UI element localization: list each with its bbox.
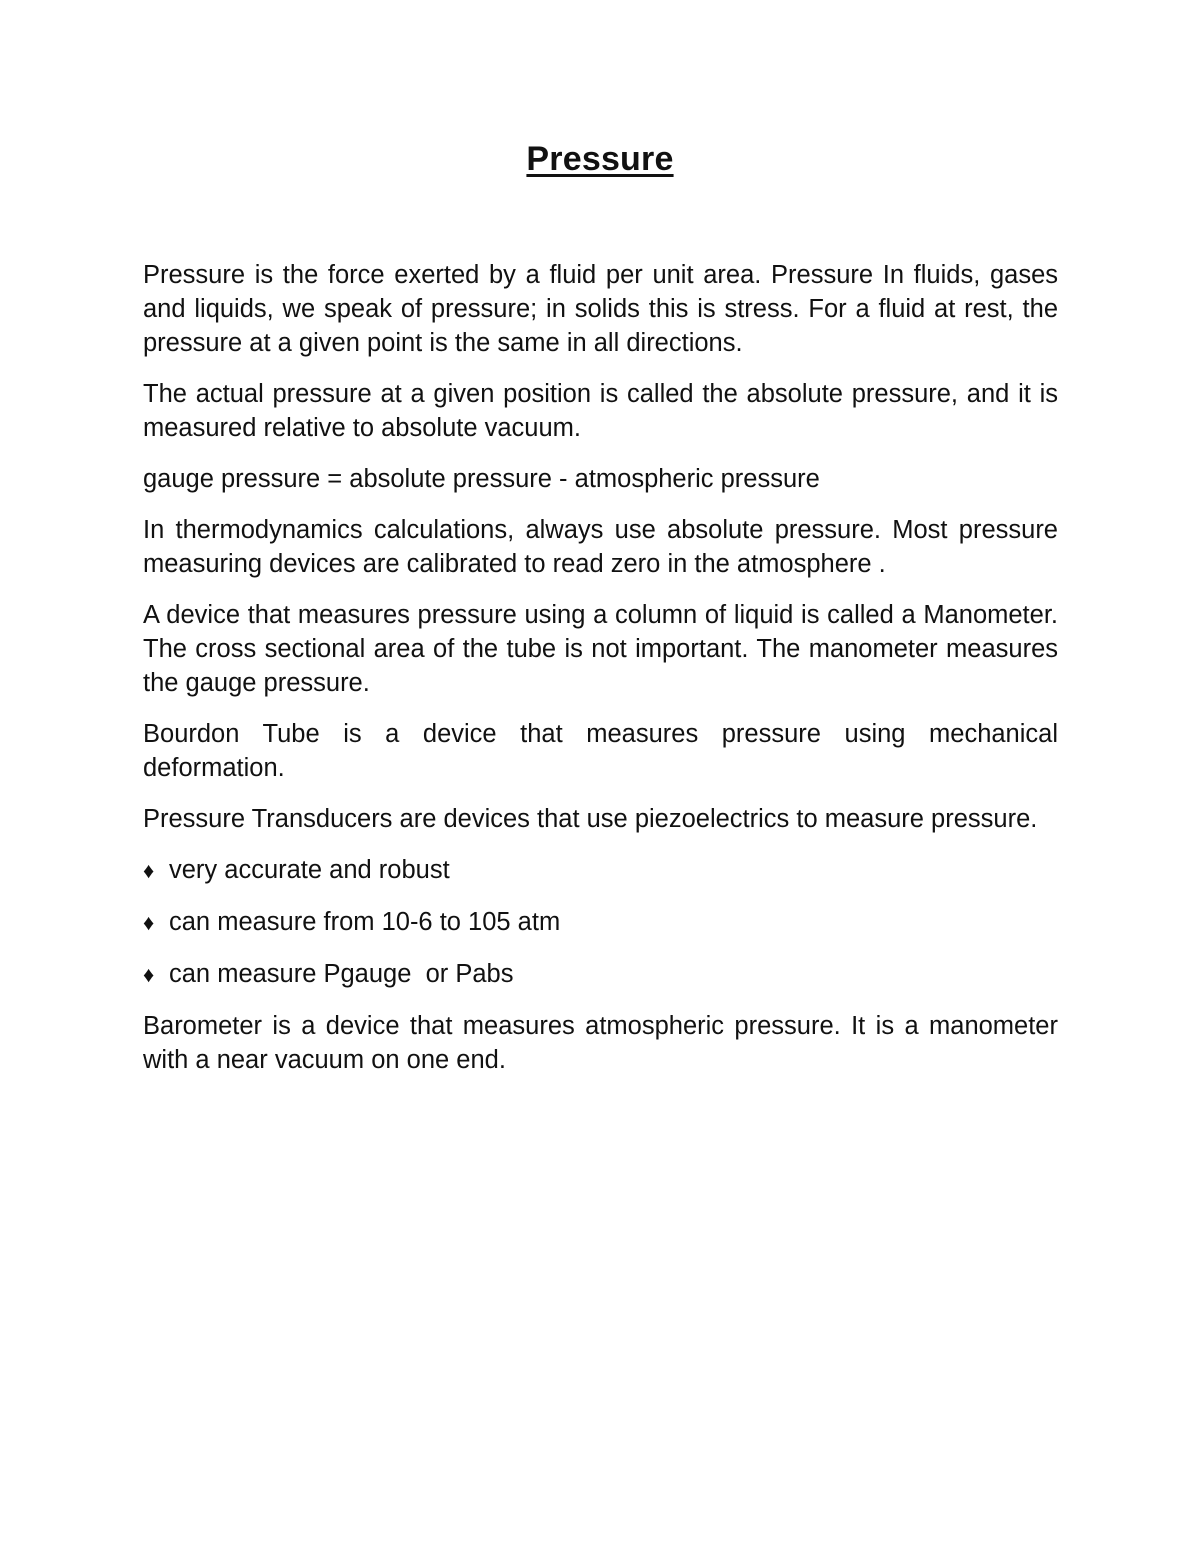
paragraph-manometer: A device that measures pressure using a column of liquid is called a Manometer. The cross sectional area of the tube is not important. The manometer measures the gauge pressure.	[143, 601, 1058, 697]
bullet-item	[143, 957, 1058, 992]
bullet-text: can measure from 10-6 to 105 atm	[169, 908, 561, 936]
bullet-item	[143, 853, 1058, 888]
paragraph-bourdon-tube: Bourdon Tube is a device that measures pressure using mechanical deformation.	[143, 720, 1058, 782]
diamond-bullet-icon: ♦	[143, 910, 155, 935]
paragraph-gauge-formula: gauge pressure = absolute pressure - atmospheric pressure	[143, 465, 820, 493]
paragraph-definition: Pressure is the force exerted by a fluid per unit area. Pressure In fluids, gases and liquids, we speak of pressure; in solids this is stress. For a fluid at rest, the pressure at a given point is the same in all directions.	[143, 261, 1058, 357]
bullet-item	[143, 905, 1058, 940]
page-title: Pressure	[526, 140, 674, 178]
bullet-text: can measure Pgauge or Pabs	[169, 960, 514, 988]
bullet-text: very accurate and robust	[169, 856, 450, 884]
paragraph-absolute-pressure: The actual pressure at a given position is called the absolute pressure, and it is measured relative to absolute vacuum.	[143, 380, 1058, 442]
paragraph-barometer: Barometer is a device that measures atmospheric pressure. It is a manometer with a near vacuum on one end.	[143, 1012, 1058, 1074]
paragraph-thermodynamics: In thermodynamics calculations, always use absolute pressure. Most pressure measuring devices are calibrated to read zero in the atmosphere .	[143, 516, 1058, 578]
diamond-bullet-icon: ♦	[143, 858, 155, 883]
diamond-bullet-icon: ♦	[143, 962, 155, 987]
paragraph-transducers: Pressure Transducers are devices that use piezoelectrics to measure pressure.	[143, 805, 1038, 833]
document-body	[143, 258, 1058, 1094]
